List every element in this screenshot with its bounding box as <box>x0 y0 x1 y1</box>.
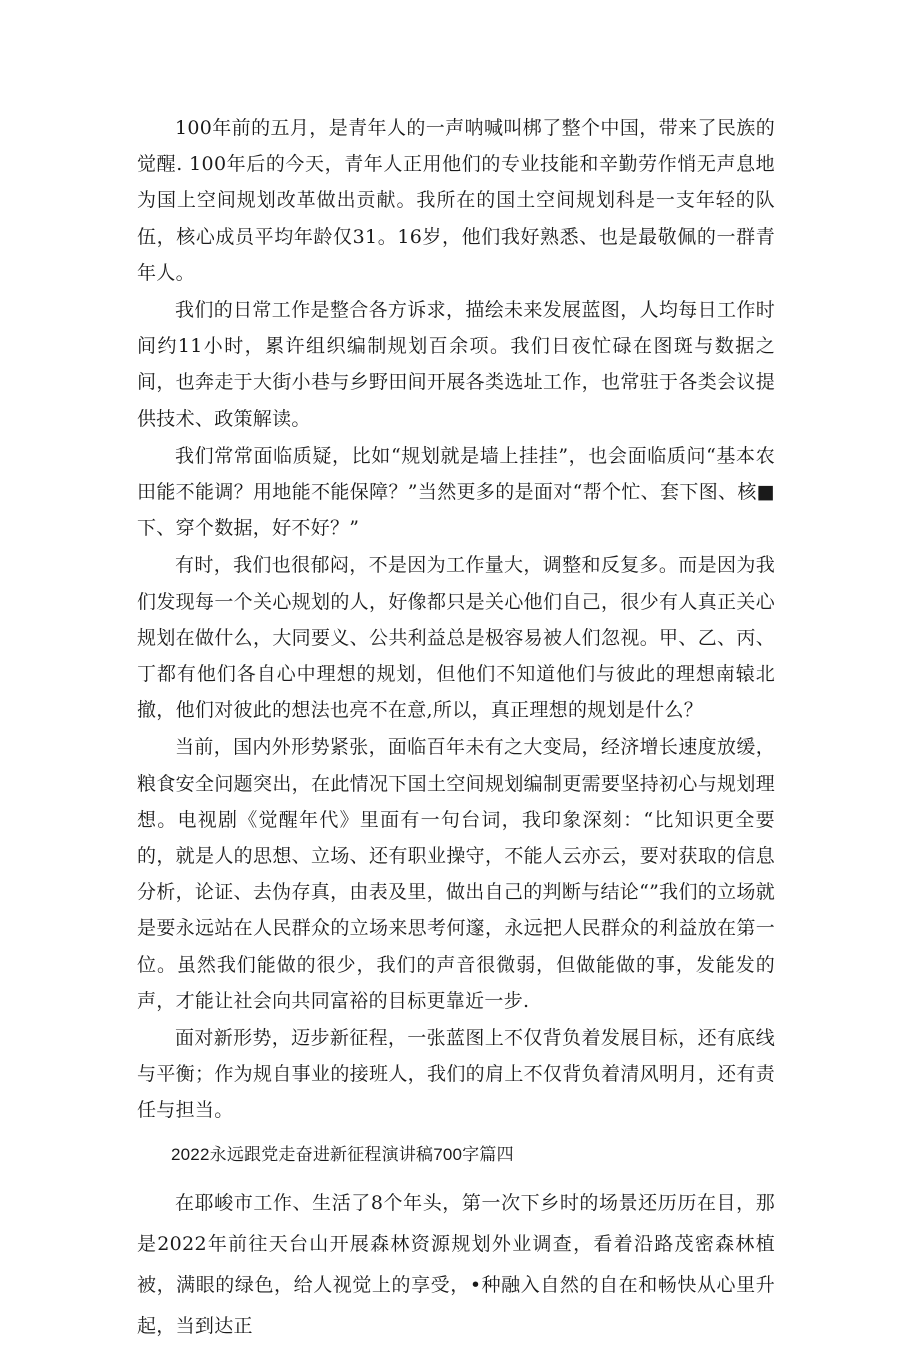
section-heading: 2022永远跟党走奋进新征程演讲稿700字篇四 <box>171 1144 514 1164</box>
document-page <box>137 110 775 1347</box>
paragraph-3: 我们常常面临质疑，比如“规划就是墙上挂挂”，也会面临质问“基本农田能不能调？用地能不能保障？”当然更多的是面对“帮个忙、套下图、核■下、穿个数据，好不好？” <box>137 444 775 540</box>
paragraph-4: 有时，我们也很郁闷，不是因为工作量大，调整和反复多。而是因为我们发现每一个关心规划的人，好像都只是关心他们自己，很少有人真正关心规划在做什么，大同要义、公共利益总是极容易被人们忽视。甲、乙、丙、丁都有他们各自心中理想的规划，但他们不知道他们与彼此的理想南辕北撤，他们对彼此的想法也亮不在意,所以，真正理想的规划是什么？ <box>137 554 775 722</box>
paragraph-7: 在耶峻市工作、生活了8个年头，第一次下乡时的场景还历历在目，那是2022年前往天台山开展森林资源规划外业调查，看着沿路茂密森林植被，满眼的绿色，给人视觉上的享受，•种融入自然的自在和畅快从心里升起，当到达正 <box>137 1191 775 1337</box>
paragraph-6: 面对新形势，迈步新征程，一张蓝图上不仅背负着发展目标，还有底线与平衡；作为规自事业的接班人，我们的肩上不仅背负着清风明月，还有责任与担当。 <box>137 1027 775 1122</box>
paragraph-2: 我们的日常工作是整合各方诉求，描绘未来发展蓝图，人均每日工作时间约11小时，累许组织编制规划百余项。我们日夜忙碌在图斑与数据之间，也奔走于大街小巷与乡野田间开展各类选址工作，也常驻于各类会议提供技术、政策解读。 <box>137 299 775 430</box>
paragraph-1: 100年前的五月，是青年人的一声呐喊叫梆了整个中国，带来了民族的觉醒. 100年后的今天，青年人正用他们的专业技能和辛勤劳作悄无声息地为国上空间规划改革做出贡献。我所在的国土空间规划科是一支年轻的队伍，核心成员平均年龄仅31。16岁，他们我好熟悉、也是最敬佩的一群青年人。 <box>137 117 775 284</box>
paragraph-5: 当前，国内外形势紧张，面临百年未有之大变局，经济增长速度放缓，粮食安全问题突出，在此情况下国土空间规划编制更需要坚持初心与规划理想。电视剧《觉醒年代》里面有一句台词，我印象深刻：“比知识更全要的，就是人的思想、立场、还有职业操守，不能人云亦云，要对获取的信息分析，论证、去伪存真，由表及里，做出自己的判断与结论“”我们的立场就是要永远站在人民群众的立场来思考何邃，永远把人民群众的利益放在第一位。虽然我们能做的很少，我们的声音很微弱，但做能做的事，发能发的声，才能让社会向共同富裕的目标更靠近一步. <box>137 736 775 1012</box>
